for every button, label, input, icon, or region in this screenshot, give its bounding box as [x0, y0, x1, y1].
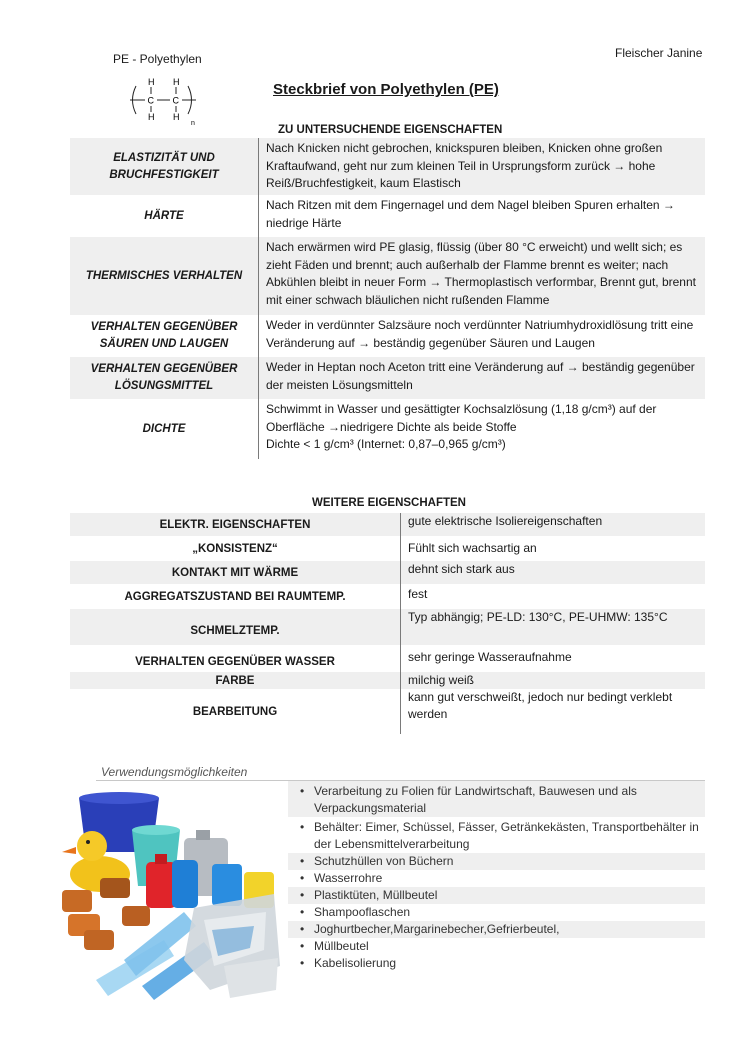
property-value: sehr geringe Wasseraufnahme — [400, 645, 705, 672]
property-description: Nach Knicken nicht gebrochen, knickspuren bleiben, Knicken ohne großen Kraftaufwand, geht nur zum kleinen Teil in Ursprungsform zurück → hohe Reiß/Bruchfestigkeit, kaum Elastisch — [258, 138, 705, 195]
formula-c: C — [147, 95, 154, 106]
plastic-products-illustration — [54, 790, 284, 1002]
list-item: • Verarbeitung zu Folien für Landwirtschaft, Bauwesen und als Verpackungsmaterial — [288, 781, 705, 817]
property-description: Nach erwärmen wird PE glasig, flüssig (über 80 °C erweicht) und wellt sich; es zieht Fäden und brennt; auch außerhalb der Flamme brennt es weiter; nach Abkühlen bleibt in neuer Form → Thermoplastisch verformbar, Brennt gut, brennt mit einer schwach bläulichen nicht rußenden Flamme — [258, 237, 705, 315]
property-label: VERHALTEN GEGENÜBER WASSER — [135, 655, 335, 668]
property-value: fest — [400, 584, 705, 609]
table-row — [70, 237, 705, 315]
property-value: dehnt sich stark aus — [400, 561, 705, 584]
further-properties-table — [70, 513, 705, 734]
property-description — [258, 399, 705, 459]
property-label: VERHALTEN GEGENÜBER SÄUREN UND LAUGEN — [90, 321, 238, 350]
property-label: FARBE — [215, 674, 255, 687]
property-value: Typ abhängig; PE-LD: 130°C, PE-UHMW: 135°C — [400, 609, 705, 645]
property-value: milchig weiß — [400, 672, 705, 689]
page-title: Steckbrief von Polyethylen (PE) — [273, 81, 499, 98]
formula-h: H — [173, 112, 180, 122]
properties-table — [70, 138, 705, 459]
property-label: VERHALTEN GEGENÜBER LÖSUNGSMITTEL — [90, 363, 238, 392]
property-description: Nach Ritzen mit dem Fingernagel und dem Nagel bleiben Spuren erhalten → niedrige Härte — [258, 195, 705, 237]
list-item: • Schutzhüllen von Büchern — [288, 853, 705, 870]
property-label: ELEKTR. EIGENSCHAFTEN — [159, 518, 311, 531]
structural-formula — [128, 74, 204, 130]
property-label: AGGREGATSZUSTAND BEI RAUMTEMP. — [124, 590, 346, 603]
property-label: KONTAKT MIT WÄRME — [171, 566, 299, 579]
section-heading-properties: ZU UNTERSUCHENDE EIGENSCHAFTEN — [278, 124, 503, 136]
formula-h: H — [148, 112, 155, 122]
property-label: ELASTIZITÄT UND BRUCHFESTIGKEIT — [109, 151, 219, 181]
formula-c: C — [172, 95, 179, 106]
table-row — [70, 584, 705, 609]
property-description: Weder in verdünnter Salzsäure noch verdünnter Natriumhydroxidlösung tritt eine Veränderung auf → beständig gegenüber Säuren und Laugen — [258, 315, 705, 357]
uses-heading: Verwendungsmöglichkeiten — [101, 765, 248, 779]
table-row — [70, 195, 705, 237]
list-item: • Müllbeutel — [300, 939, 369, 953]
property-value: Fühlt sich wachsartig an — [400, 536, 705, 561]
formula-h: H — [173, 77, 180, 87]
list-item: • Kabelisolierung — [300, 956, 397, 970]
property-label: HÄRTE — [144, 209, 184, 222]
property-description: Weder in Heptan noch Aceton tritt eine Veränderung auf → beständig gegenüber der meisten Lösungsmitteln — [258, 357, 705, 399]
property-value: kann gut verschweißt, jedoch nur bedingt verklebt werden — [400, 689, 705, 734]
density-observation: Schwimmt in Wasser und gesättigter Kochsalzlösung (1,18 g/cm³) auf der Oberfläche →niedrigere Dichte als beide Stoffe — [266, 402, 657, 434]
list-item: • Shampooflaschen — [300, 905, 411, 919]
table-row — [70, 138, 705, 195]
table-row — [70, 689, 705, 734]
table-row — [70, 609, 705, 645]
property-value: gute elektrische Isoliereigenschaften — [400, 513, 705, 536]
property-label: THERMISCHES VERHALTEN — [85, 269, 243, 282]
table-row — [70, 536, 705, 561]
list-item: • Wasserrohre — [300, 871, 383, 885]
list-item: • Joghurtbecher,Margarinebecher,Gefrierbeutel, — [288, 921, 705, 938]
list-item: • Plastiktüten, Müllbeutel — [288, 887, 705, 904]
property-label: SCHMELZTEMP. — [190, 625, 280, 637]
table-row — [70, 399, 705, 459]
property-label: DICHTE — [142, 422, 186, 435]
property-label: „KONSISTENZ“ — [192, 542, 278, 555]
table-row — [70, 561, 705, 584]
formula-n: n — [191, 120, 195, 127]
doc-subject-label: PE - Polyethylen — [113, 52, 202, 66]
density-value: Dichte < 1 g/cm³ (Internet: 0,87–0,965 g/cm³) — [266, 437, 506, 451]
table-row — [70, 513, 705, 536]
table-row — [70, 645, 705, 672]
table-row — [70, 672, 705, 689]
formula-h: H — [148, 77, 155, 87]
uses-list — [288, 781, 705, 972]
property-label: BEARBEITUNG — [192, 705, 278, 718]
section-heading-further-properties: WEITERE EIGENSCHAFTEN — [312, 497, 466, 509]
author-name: Fleischer Janine — [615, 46, 703, 60]
list-item: • Behälter: Eimer, Schüssel, Fässer, Getränkekästen, Transportbehälter in der Lebensmittelverarbeitung — [300, 820, 699, 851]
table-row — [70, 315, 705, 357]
table-row — [70, 357, 705, 399]
